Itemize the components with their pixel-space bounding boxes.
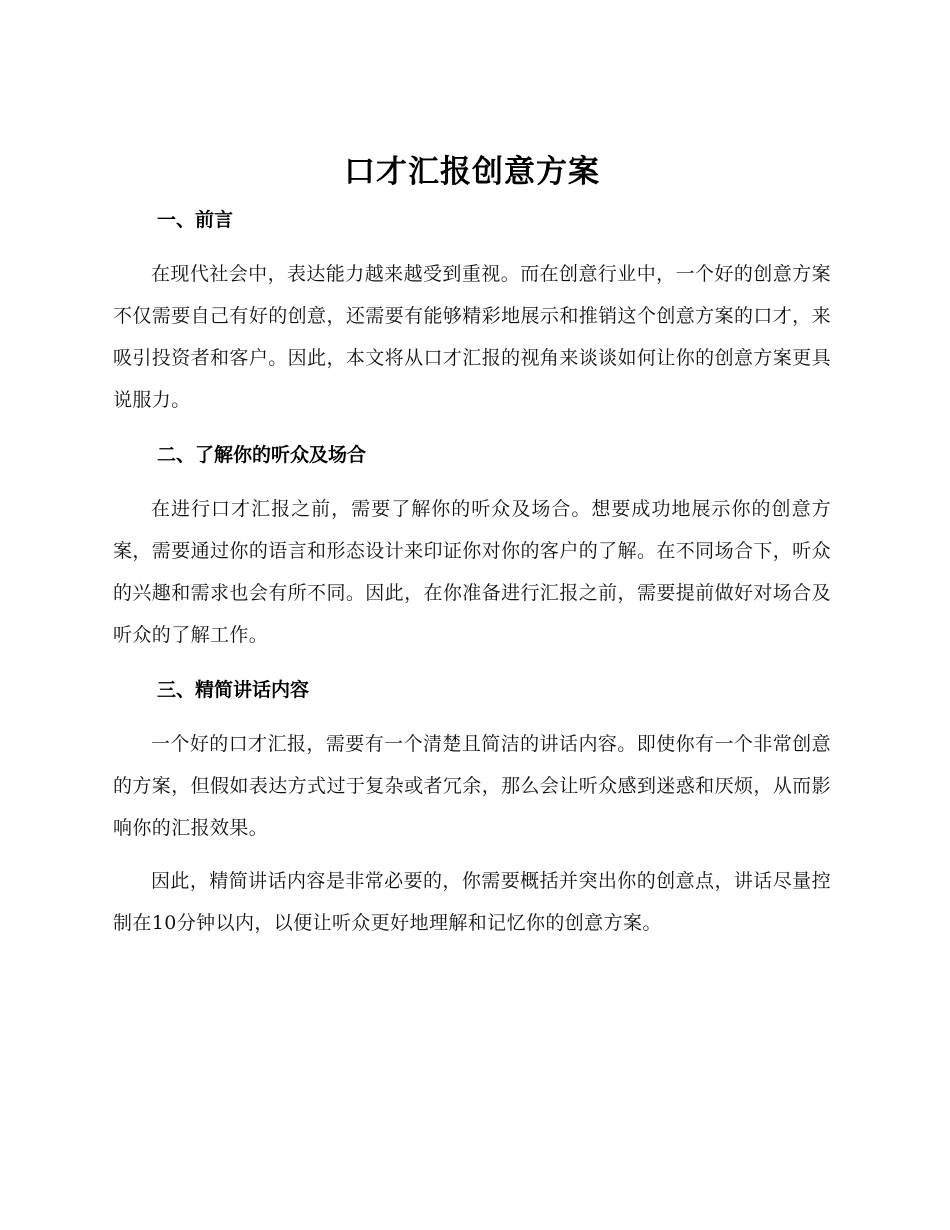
document-title: 口才汇报创意方案 xyxy=(344,154,600,190)
paragraph-concise-2: 因此，精简讲话内容是非常必要的，你需要概括并突出你的创意点，讲话尽量控制在10分钟以内，以便让听众更好地理解和记忆你的创意方案。 xyxy=(113,870,831,934)
paragraph-audience: 在进行口才汇报之前，需要了解你的听众及场合。想要成功地展示你的创意方案，需要通过你的语言和形态设计来印证你对你的客户的了解。在不同场合下，听众的兴趣和需求也会有所不同。因此，在你准备进行汇报之前，需要提前做好对场合及听众的了解工作。 xyxy=(113,498,831,646)
paragraph-preface: 在现代社会中，表达能力越来越受到重视。而在创意行业中，一个好的创意方案不仅需要自己有好的创意，还需要有能够精彩地展示和推销这个创意方案的口才，来吸引投资者和客户。因此，本文将从口才汇报的视角来谈谈如何让你的创意方案更具说服力。 xyxy=(113,263,831,411)
paragraph-concise-1: 一个好的口才汇报，需要有一个清楚且简洁的讲话内容。即使你有一个非常创意的方案，但假如表达方式过于复杂或者冗余，那么会让听众感到迷惑和厌烦，从而影响你的汇报效果。 xyxy=(113,733,831,839)
section-heading-preface: 一、前言 xyxy=(157,209,234,231)
section-heading-concise: 三、精简讲话内容 xyxy=(157,679,310,701)
document-page xyxy=(113,150,831,944)
section-heading-audience: 二、了解你的听众及场合 xyxy=(157,444,367,466)
